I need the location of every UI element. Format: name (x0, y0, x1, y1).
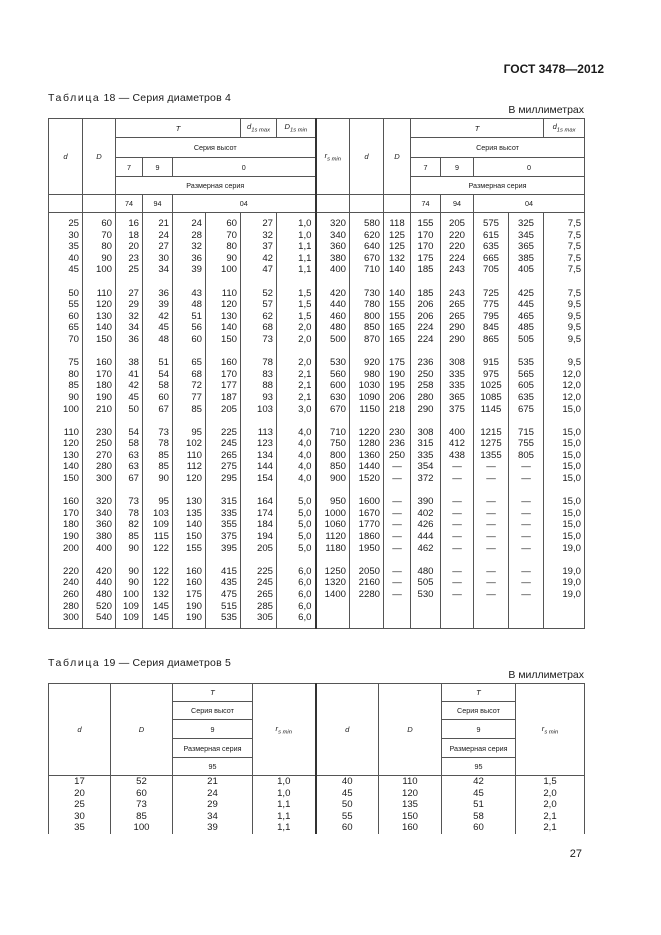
header-dim-series: Размерная серия (173, 739, 253, 758)
table-18-units: В миллиметрах (508, 104, 584, 116)
col-D-right: 580 620 640 670 710 730 780 800 850 870 920 980 1030 1090 1150 1220 1280 1360 1440 1520 1600 1670 1770 1860 1950 2050 2160 2280 (350, 213, 384, 629)
col-T74-right: 118 125 125 132 140 140 155 155 165 165 175 190 195 206 218 230 236 250 — — — — — — — — — — (384, 213, 411, 629)
table-18-caption (48, 92, 231, 104)
header-series-9-right: 9 (441, 158, 474, 177)
header-col-95: 95 (173, 758, 253, 776)
header-D: D (111, 684, 173, 776)
caption-word: Таблица (48, 92, 101, 104)
col-d1s: 60 70 80 90 100 110 120 130 140 150 160 170 177 187 205 225 245 265 275 295 315 335 355 375 395 415 435 475 515 535 (206, 213, 241, 629)
header-D-right: D (379, 684, 442, 776)
header-T-right: T (411, 119, 544, 138)
empty-cell (49, 195, 83, 213)
header-col-04: 04 (173, 195, 316, 213)
header-col-94: 94 (143, 195, 173, 213)
empty-cell (384, 195, 411, 213)
header-col-04-right: 04 (474, 195, 585, 213)
header-height-series-right: Серия высот (442, 702, 516, 720)
header-T: T (116, 119, 241, 138)
header-dim-series-right: Размерная серия (442, 739, 516, 758)
header-col-74-right: 74 (411, 195, 441, 213)
page-number: 27 (569, 848, 582, 860)
table-19-units: В миллиметрах (508, 669, 584, 681)
header-col-74: 74 (116, 195, 143, 213)
col-rs: 1,0 1,0 1,1 1,1 1,1 1,5 1,5 1,5 2,0 2,0 2,0 2,1 2,1 2,1 3,0 4,0 4,0 4,0 4,0 4,0 5,0 5,0 5,0 5,0 5,0 6,0 6,0 6,0 6,0 6,0 (277, 213, 316, 629)
empty-cell (316, 195, 350, 213)
header-dim-series-right: Размерная серия (411, 177, 585, 195)
col-d-right: 320 340 360 380 400 420 440 460 480 500 530 560 600 630 670 710 750 800 850 900 950 1000 1060 1120 1180 1250 1320 1400 (316, 213, 350, 629)
header-rs-min-right: $r_{s min}$ (516, 684, 585, 776)
header-D-right: D (384, 119, 411, 195)
col-D-right: 110 120 135 150 160 (379, 776, 442, 834)
header-T: T (173, 684, 253, 702)
col-T94-right: 155 170 170 175 185 185 206 206 224 224 236 250 258 280 290 308 315 335 354 372 390 402 426 444 462 480 505 530 (411, 213, 441, 629)
col-rs-right: 7,5 7,5 7,5 7,5 7,5 7,5 9,5 9,5 9,5 9,5 9,5 12,0 12,0 12,0 15,0 15,0 15,0 15,0 15,0 15,0 15,0 15,0 15,0 15,0 19,0 19,0 19,0 19,0 (544, 213, 585, 629)
header-T-right: T (442, 684, 516, 702)
col-D: 60 70 80 90 100 110 120 130 140 150 160 170 180 190 210 230 250 270 280 300 320 340 360 380 400 420 440 480 520 540 (83, 213, 116, 629)
col-D1s-right: 325 345 365 385 405 425 445 465 485 505 535 565 605 635 675 715 755 805 — — — — — — — — — — (509, 213, 544, 629)
col-D1s: 27 32 37 42 47 52 57 62 68 73 78 83 88 93 103 113 123 134 144 154 164 174 184 194 205 225 245 265 285 305 (241, 213, 277, 629)
header-dim-series: Размерная серия (116, 177, 316, 195)
col-rs: 1,0 1,0 1,1 1,1 1,1 (253, 776, 316, 834)
header-d: d (49, 684, 111, 776)
standard-designation: ГОСТ 3478—2012 (503, 62, 604, 76)
col-d-right: 40 45 50 55 60 (316, 776, 379, 834)
empty-cell (350, 195, 384, 213)
col-T04-right: 205 220 220 224 243 243 265 265 290 290 308 335 335 365 375 400 412 438 — — — — — — — — — — (441, 213, 474, 629)
caption-text: 18 — Серия диаметров 4 (100, 92, 232, 104)
header-d1s-max-right: $d_{1s max}$ (544, 119, 585, 138)
col-T94: 21 24 27 30 34 36 39 42 45 48 51 54 58 60 67 73 78 85 85 90 95 103 109 115 122 122 122 132 145 145 (143, 213, 173, 629)
header-col-94-right: 94 (441, 195, 474, 213)
header-height-series: Серия высот (173, 702, 253, 720)
col-d: 25 30 35 40 45 50 55 60 65 70 75 80 85 90 100 110 120 130 140 150 160 170 180 190 200 220 240 260 280 300 (49, 213, 83, 629)
col-T04: 24 28 32 36 39 43 48 51 56 60 65 68 72 77 85 95 102 110 112 120 130 135 140 150 155 160 160 175 190 190 (173, 213, 206, 629)
header-col-95-right: 95 (442, 758, 516, 776)
header-height-series-right: Серия высот (411, 138, 585, 158)
table-19 (48, 683, 585, 834)
header-d1s-max: $d_{1s max}$ (241, 119, 277, 138)
header-series-9: 9 (173, 720, 253, 739)
col-T: 21 24 29 34 39 (173, 776, 253, 834)
header-d: d (49, 119, 83, 195)
header-series-7-right: 7 (411, 158, 441, 177)
col-D: 52 60 73 85 100 (111, 776, 173, 834)
header-height-series: Серия высот (116, 138, 316, 158)
table-18 (48, 118, 585, 629)
header-d-right: d (316, 684, 379, 776)
col-rs-right: 1,5 2,0 2,0 2,1 2,1 (516, 776, 585, 834)
header-series-9: 9 (143, 158, 173, 177)
table-19-caption (48, 657, 231, 669)
caption-word: Таблица (48, 657, 101, 669)
header-series-7: 7 (116, 158, 143, 177)
header-d-right: d (350, 119, 384, 195)
col-d: 17 20 25 30 35 (49, 776, 111, 834)
header-D1s-min: $D_{1s min}$ (277, 119, 316, 138)
col-T74: 16 18 20 23 25 27 29 32 34 36 38 41 42 45 50 54 58 63 63 67 73 78 82 85 90 90 90 100 109 109 (116, 213, 143, 629)
header-series-0-right: 0 (474, 158, 585, 177)
header-series-0: 0 (173, 158, 316, 177)
col-d1s-right: 575 615 635 665 705 725 775 795 845 865 915 975 1025 1085 1145 1215 1275 1355 — — — — — — — — — — (474, 213, 509, 629)
header-D: D (83, 119, 116, 195)
header-rs-min: $r_{s min}$ (316, 119, 350, 195)
caption-text: 19 — Серия диаметров 5 (100, 657, 232, 669)
col-T-right: 42 45 51 58 60 (442, 776, 516, 834)
header-rs-min: $r_{s min}$ (253, 684, 316, 776)
empty-cell (83, 195, 116, 213)
header-series-9-right: 9 (442, 720, 516, 739)
